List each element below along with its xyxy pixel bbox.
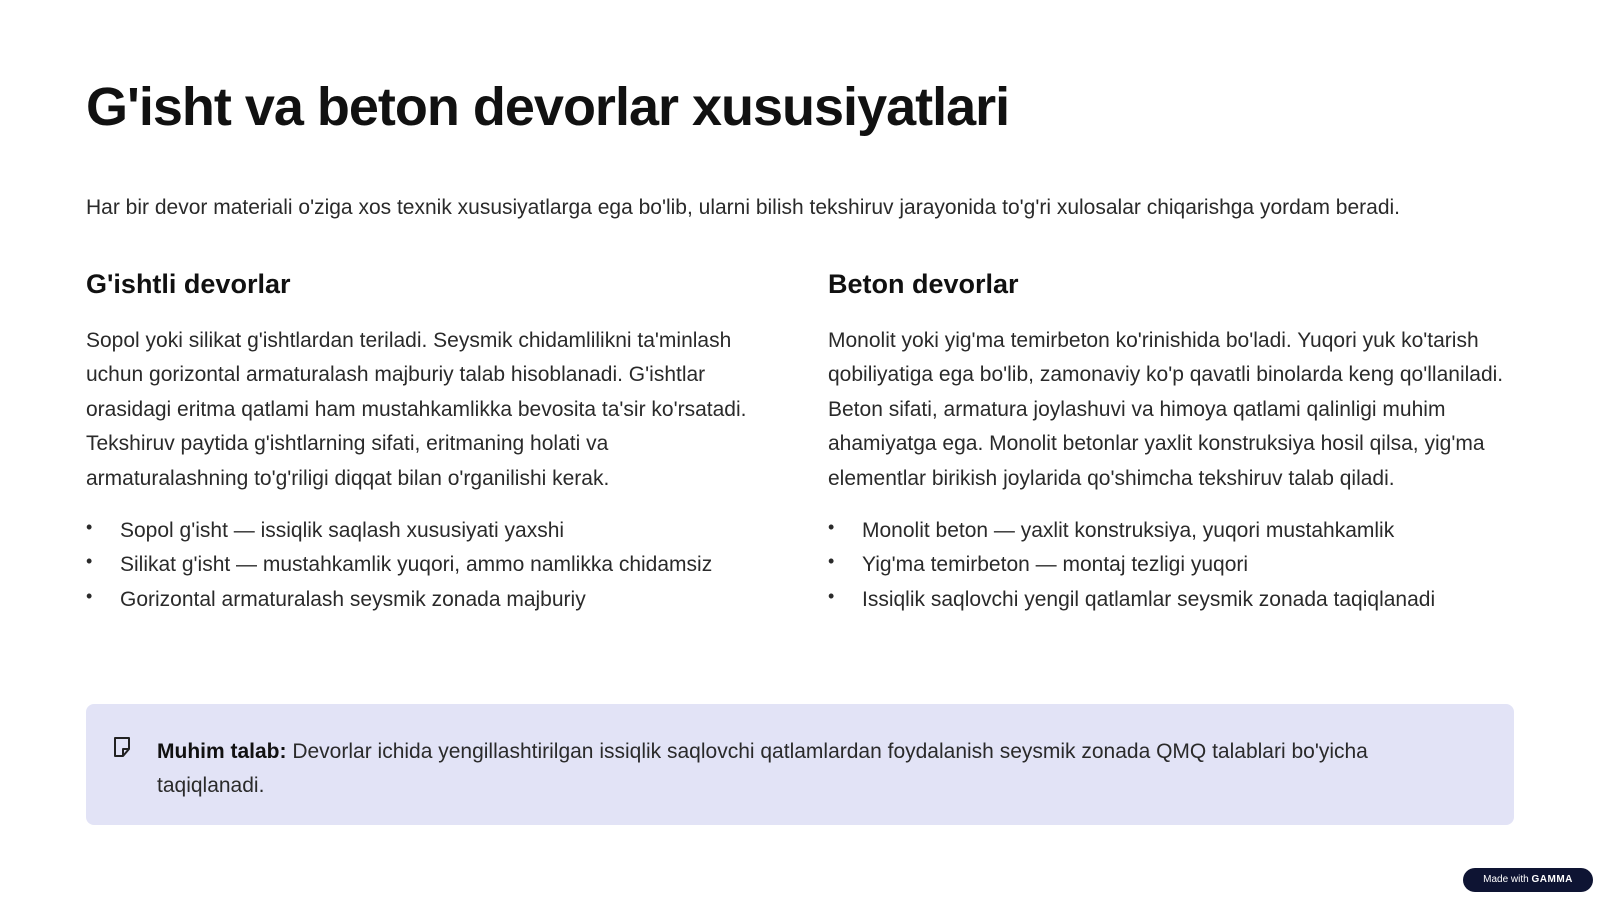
list-item bbox=[828, 548, 1518, 582]
callout-body: Devorlar ichida yengillashtirilgan issiqlik saqlovchi qatlamlardan foydalanish seysmik zonada QMQ talablari bo'yicha taqiqlanadi. bbox=[157, 740, 1368, 798]
concrete-walls-paragraph: Monolit yoki yig'ma temirbeton ko'rinishida bo'ladi. Yuqori yuk ko'tarish qobiliyatiga ega bo'lib, zamonaviy ko'p qavatli binolarda keng qo'llaniladi. Beton sifati, armatura joylashuvi va himoya qatlami qalinligi muhim ahamiyatga ega. Monolit betonlar yaxlit konstruksiya hosil qilsa, yig'ma elementlar birikish joylarida qo'shimcha tekshiruv talab qiladi. bbox=[828, 329, 1504, 490]
list-item bbox=[828, 514, 1518, 548]
list-item-text: Yig'ma temirbeton — montaj tezligi yuqori bbox=[862, 553, 1249, 577]
list-item bbox=[828, 583, 1518, 617]
concrete-walls-heading: Beton devorlar bbox=[828, 269, 1019, 299]
brick-walls-paragraph: Sopol yoki silikat g'ishtlardan teriladi. Seysmik chidamlilikni ta'minlash uchun gorizontal armaturalash majburiy talab hisoblanadi. G'ishtlar orasidagi eritma qatlami ham mustahkamlikka bevosita ta'sir ko'rsatadi. Tekshiruv paytida g'ishtlarning sifati, eritmaning holati va armaturalashning to'g'riligi diqqat bilan o'rganilishi kerak. bbox=[86, 329, 747, 490]
brick-walls-list bbox=[86, 514, 776, 617]
bullet-icon: • bbox=[828, 517, 835, 538]
callout-text bbox=[157, 735, 1477, 804]
list-item-text: Gorizontal armaturalash seysmik zonada majburiy bbox=[120, 587, 586, 611]
made-with-gamma-badge[interactable] bbox=[1463, 868, 1593, 892]
brick-walls-heading: G'ishtli devorlar bbox=[86, 269, 291, 299]
page-title: G'isht va beton devorlar xususiyatlari bbox=[86, 77, 1010, 137]
concrete-walls-list bbox=[828, 514, 1518, 617]
bullet-icon: • bbox=[86, 551, 93, 572]
bullet-icon: • bbox=[828, 585, 835, 606]
concrete-walls-column bbox=[828, 266, 1518, 617]
gamma-logo: GAMMA bbox=[1531, 874, 1573, 885]
note-icon bbox=[112, 736, 132, 758]
brick-walls-column bbox=[86, 266, 776, 617]
list-item-text: Issiqlik saqlovchi yengil qatlamlar seysmik zonada taqiqlanadi bbox=[862, 587, 1436, 611]
list-item-text: Monolit beton — yaxlit konstruksiya, yuqori mustahkamlik bbox=[862, 519, 1395, 543]
badge-prefix: Made with bbox=[1483, 874, 1532, 885]
list-item-text: Sopol g'isht — issiqlik saqlash xususiyati yaxshi bbox=[120, 519, 565, 543]
list-item bbox=[86, 548, 776, 582]
list-item bbox=[86, 583, 776, 617]
bullet-icon: • bbox=[86, 517, 93, 538]
callout-label: Muhim talab: bbox=[157, 740, 287, 763]
intro-text: Har bir devor materiali o'ziga xos texnik xususiyatlarga ega bo'lib, ularni bilish tekshiruv jarayonida to'g'ri xulosalar chiqarishga yordam beradi. bbox=[86, 196, 1401, 219]
bullet-icon: • bbox=[86, 585, 93, 606]
list-item-text: Silikat g'isht — mustahkamlik yuqori, ammo namlikka chidamsiz bbox=[120, 553, 713, 577]
important-callout bbox=[86, 704, 1514, 825]
list-item bbox=[86, 514, 776, 548]
bullet-icon: • bbox=[828, 551, 835, 572]
